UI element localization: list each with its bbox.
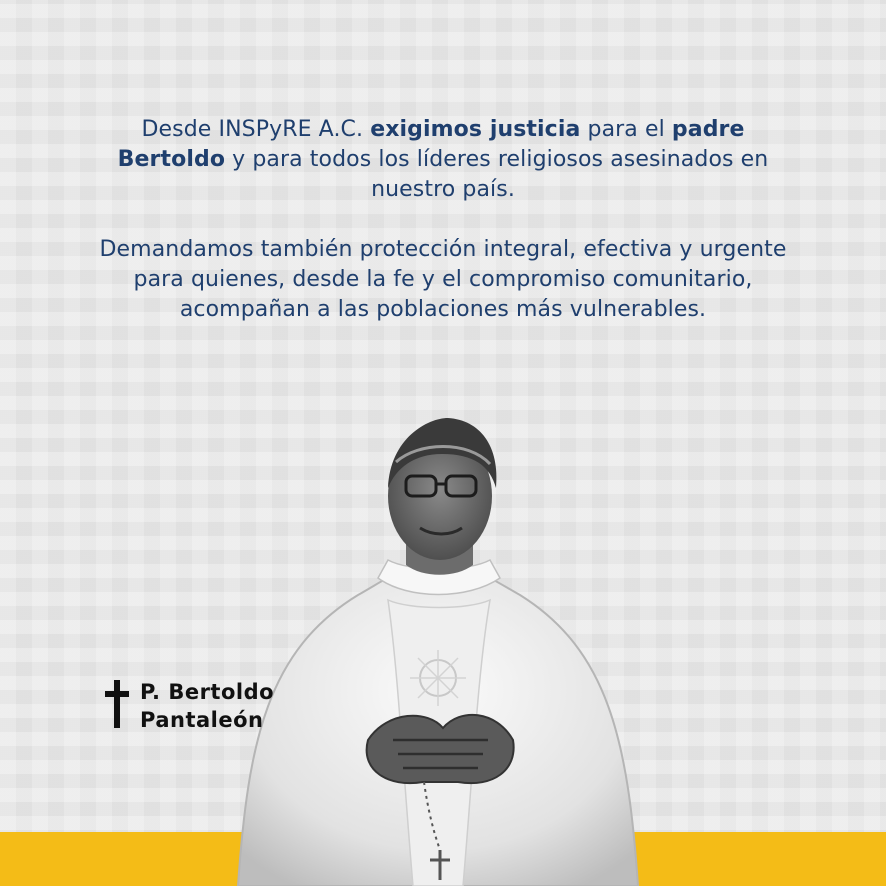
statement-emphasis: padre Bertoldo [117,117,745,172]
caption [104,678,274,734]
statement-text-run: Desde INSPyRE A.C. [141,117,371,142]
statement-text [90,115,796,325]
statement-emphasis: exigimos justicia [370,117,581,142]
caption-name [140,678,274,734]
portrait-photo [228,410,648,886]
caption-line-1: P. Bertoldo [140,680,275,704]
caption-line-2: Pantaleón [140,708,264,732]
statement-text-run: y para todos los líderes religiosos asesinados en nuestro país. [225,147,769,202]
statement-paragraph-1 [90,115,796,205]
statement-paragraph-2: Demandamos también protección integral, efectiva y urgente para quienes, desde la fe y el compromiso comunitario, acompañan a las poblaciones más vulnerables. [99,237,787,322]
cross-icon [104,680,130,728]
statement-text-run: para el [580,117,672,142]
